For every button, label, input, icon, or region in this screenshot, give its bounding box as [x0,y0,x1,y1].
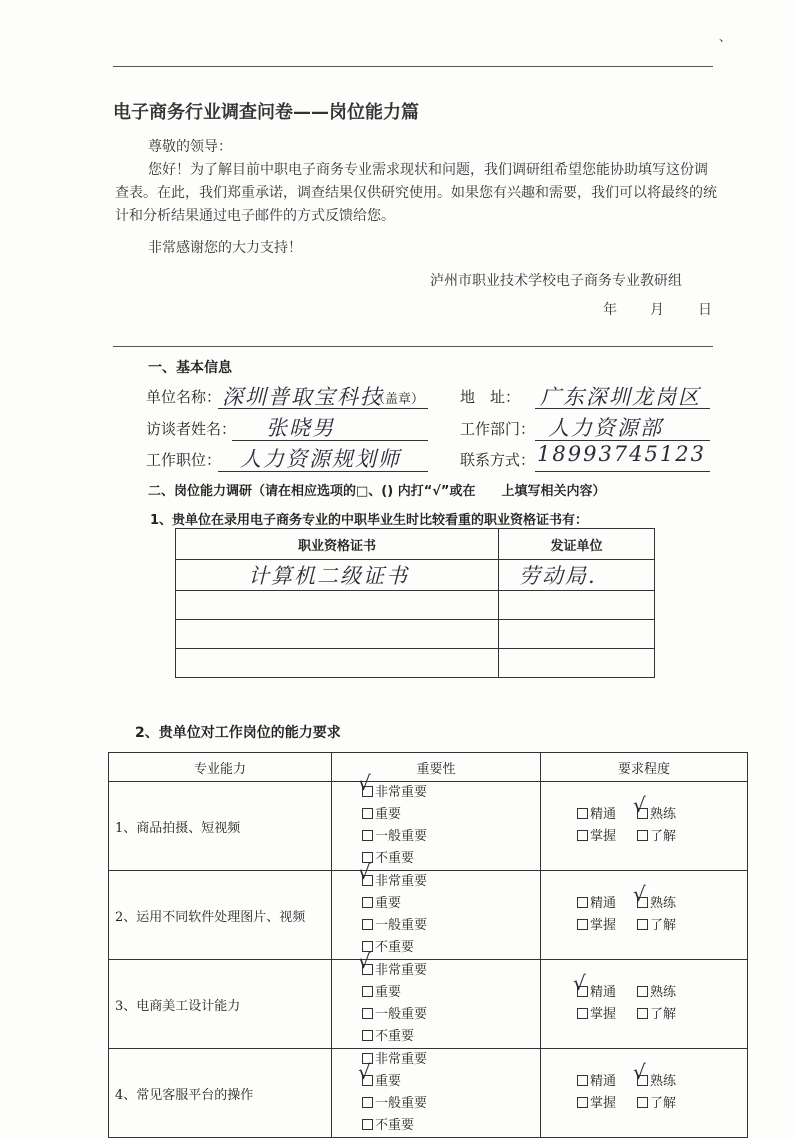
checkbox-square-icon [362,1030,373,1041]
checkmark-icon: √ [358,860,371,884]
ability-name: 4、常见客服平台的操作 [109,1049,332,1138]
importance-option-label: 一般重要 [375,918,428,933]
cert-cell[interactable] [176,649,499,678]
ability-header: 专业能力 [109,753,332,782]
importance-options [332,1049,541,1138]
importance-checkbox[interactable] [362,826,456,848]
level-option-label: 精通 [590,896,617,911]
importance-checkbox[interactable] [362,1004,456,1026]
issuer-cell[interactable] [499,649,655,678]
ability-row [109,782,748,871]
checkbox-square-icon [577,1075,588,1086]
checkbox-square-icon [577,830,588,841]
importance-option-label: 非常重要 [375,1052,428,1067]
cert-cell[interactable] [176,620,499,649]
survey-heading: 二、岗位能力调研（请在相应选项的□、() 内打“√”或在 上填写相关内容） [148,484,606,499]
issuer-cell[interactable]: 劳动局. [499,560,655,591]
level-checkbox[interactable] [577,1004,637,1026]
checkbox-square-icon [362,830,373,841]
level-checkbox[interactable] [577,1071,637,1093]
issuer-cell[interactable] [499,620,655,649]
level-checkbox[interactable] [637,915,697,937]
checkmark-icon: √ [573,971,586,995]
checkmark-icon: √ [633,793,646,817]
address-label: 地 址： [460,388,521,406]
level-checkbox[interactable] [637,826,697,848]
level-option-label: 掌握 [590,1007,617,1022]
importance-checkbox[interactable] [362,937,456,959]
importance-option-label: 重要 [375,896,402,911]
level-checkbox[interactable] [577,826,637,848]
date-month-label: 月 [650,302,664,318]
ability-name: 1、商品拍摄、短视频 [109,782,332,871]
level-header: 要求程度 [541,753,748,782]
importance-option-label: 重要 [375,1074,402,1089]
checkbox-square-icon [577,1008,588,1019]
level-checkbox[interactable] [633,882,697,915]
checkbox-square-icon [577,808,588,819]
importance-checkbox[interactable] [358,1060,456,1093]
level-option-label: 了解 [650,1007,677,1022]
position-value[interactable]: 人力资源规划师 [240,447,401,471]
address-value[interactable]: 广东深圳龙岗区 [540,385,701,409]
level-option-label: 了解 [650,829,677,844]
importance-checkbox[interactable] [362,1026,456,1048]
checkmark-icon: √ [358,1060,371,1084]
level-options [541,871,748,960]
importance-option-label: 重要 [375,807,402,822]
level-option-label: 掌握 [590,829,617,844]
ability-row [109,871,748,960]
level-option-label: 掌握 [590,1096,617,1111]
level-checkbox[interactable] [637,1093,697,1115]
checkbox-square-icon [362,897,373,908]
importance-option-label: 非常重要 [375,874,428,889]
checkmark-icon: √ [358,949,371,973]
checkbox-square-icon [577,919,588,930]
ability-table [108,752,748,1138]
position-label: 工作职位： [146,451,222,469]
level-option-label: 熟练 [650,807,677,822]
unit-name-value[interactable]: 深圳普取宝科技 [222,385,383,409]
checkbox-square-icon [637,830,648,841]
importance-option-label: 不重要 [375,1118,415,1133]
importance-option-label: 不重要 [375,851,415,866]
importance-checkbox[interactable] [362,848,456,870]
checkbox-square-icon [362,919,373,930]
contact-underline [535,471,710,472]
issuer-header: 发证单位 [499,529,655,560]
importance-options [332,771,541,871]
intro-paragraph: 您好！为了解目前中职电子商务专业需求现状和问题，我们调研组希望您能协助填写这份调查表。在此，我们郑重承诺，调查结果仅供研究使用。如果您有兴趣和需要，我们可以将最终的统计和分析结果通过电子邮件的方式反馈给您。 [115,162,717,224]
level-option-label: 掌握 [590,918,617,933]
checkmark-icon: √ [633,1060,646,1084]
importance-option-label: 不重要 [375,940,415,955]
importance-options [332,949,541,1049]
level-option-label: 熟练 [650,1074,677,1089]
level-checkbox[interactable] [577,893,637,915]
level-checkbox[interactable] [637,1004,697,1026]
issuer-cell[interactable] [499,591,655,620]
thanks-text: 非常感谢您的大力支持！ [148,240,302,256]
checkmark-icon: √ [358,771,371,795]
level-option-label: 了解 [650,918,677,933]
checkbox-square-icon [637,1097,648,1108]
level-options [541,782,748,871]
level-checkbox[interactable] [577,804,637,826]
cert-header: 职业资格证书 [176,529,499,560]
section-divider [113,346,713,347]
ability-row [109,1049,748,1138]
seal-label: （盖章） [372,392,425,407]
contact-value[interactable]: 18993745123 [537,442,706,466]
unit-name-label: 单位名称： [146,388,222,406]
level-option-label: 了解 [650,1096,677,1111]
checkmark-icon: √ [633,882,646,906]
level-option-label: 精通 [590,807,617,822]
level-checkbox[interactable] [577,1093,637,1115]
basic-info-heading: 一、基本信息 [148,360,232,376]
organization: 泸州市职业技术学校电子商务专业教研组 [430,273,682,289]
importance-option-label: 重要 [375,985,402,1000]
importance-checkbox[interactable] [362,915,456,937]
checkbox-square-icon [362,1008,373,1019]
checkbox-square-icon [362,808,373,819]
interviewee-label: 访谈者姓名： [146,420,237,438]
level-option-label: 熟练 [650,985,677,1000]
importance-option-label: 不重要 [375,1029,415,1044]
checkbox-square-icon [362,1119,373,1130]
ability-name: 2、运用不同软件处理图片、视频 [109,871,332,960]
importance-option-label: 非常重要 [375,785,428,800]
department-value[interactable]: 人力资源部 [548,416,663,440]
level-options [541,960,748,1049]
importance-checkbox[interactable] [362,982,456,1004]
date-year-label: 年 [603,302,617,318]
importance-option-label: 非常重要 [375,963,428,978]
ability-row [109,960,748,1049]
importance-option-label: 一般重要 [375,1096,428,1111]
checkbox-square-icon [362,986,373,997]
ability-name: 3、电商美工设计能力 [109,960,332,1049]
checkbox-square-icon [637,986,648,997]
question-1: 1、贵单位在录用电子商务专业的中职毕业生时比较看重的职业资格证书有： [150,513,589,528]
importance-header: 重要性 [332,753,541,782]
importance-checkbox[interactable] [362,1115,456,1137]
level-option-label: 熟练 [650,896,677,911]
importance-option-label: 一般重要 [375,829,428,844]
question-2: 2、贵单位对工作岗位的能力要求 [135,725,341,741]
level-checkbox[interactable] [633,793,697,826]
importance-options [332,860,541,960]
greeting: 尊敬的领导： [148,139,232,155]
level-checkbox[interactable] [633,1060,697,1093]
level-options [541,1049,748,1138]
importance-checkbox[interactable] [358,949,456,982]
checkbox-square-icon [637,1008,648,1019]
level-checkbox[interactable] [573,971,637,1004]
top-divider [113,66,713,67]
importance-checkbox[interactable] [362,893,456,915]
interviewee-value[interactable]: 张晓男 [266,416,335,440]
checkbox-square-icon [577,897,588,908]
checkbox-square-icon [362,1097,373,1108]
page-title: 电子商务行业调查问卷——岗位能力篇 [113,102,419,123]
cert-cell[interactable] [176,591,499,620]
cert-cell[interactable]: 计算机二级证书 [176,560,499,591]
level-checkbox[interactable] [577,915,637,937]
checkbox-square-icon [637,919,648,930]
importance-checkbox[interactable] [362,1049,456,1071]
date-day-label: 日 [698,302,712,318]
level-checkbox[interactable] [637,982,697,1004]
importance-checkbox[interactable] [358,771,456,804]
importance-option-label: 一般重要 [375,1007,428,1022]
corner-mark: 、 [719,30,732,44]
contact-label: 联系方式： [460,451,536,469]
level-option-label: 精通 [590,985,617,1000]
importance-checkbox[interactable] [362,1093,456,1115]
certificate-table [175,528,655,678]
importance-checkbox[interactable] [358,860,456,893]
importance-checkbox[interactable] [362,804,456,826]
department-label: 工作部门： [460,420,536,438]
checkbox-square-icon [577,1097,588,1108]
level-option-label: 精通 [590,1074,617,1089]
